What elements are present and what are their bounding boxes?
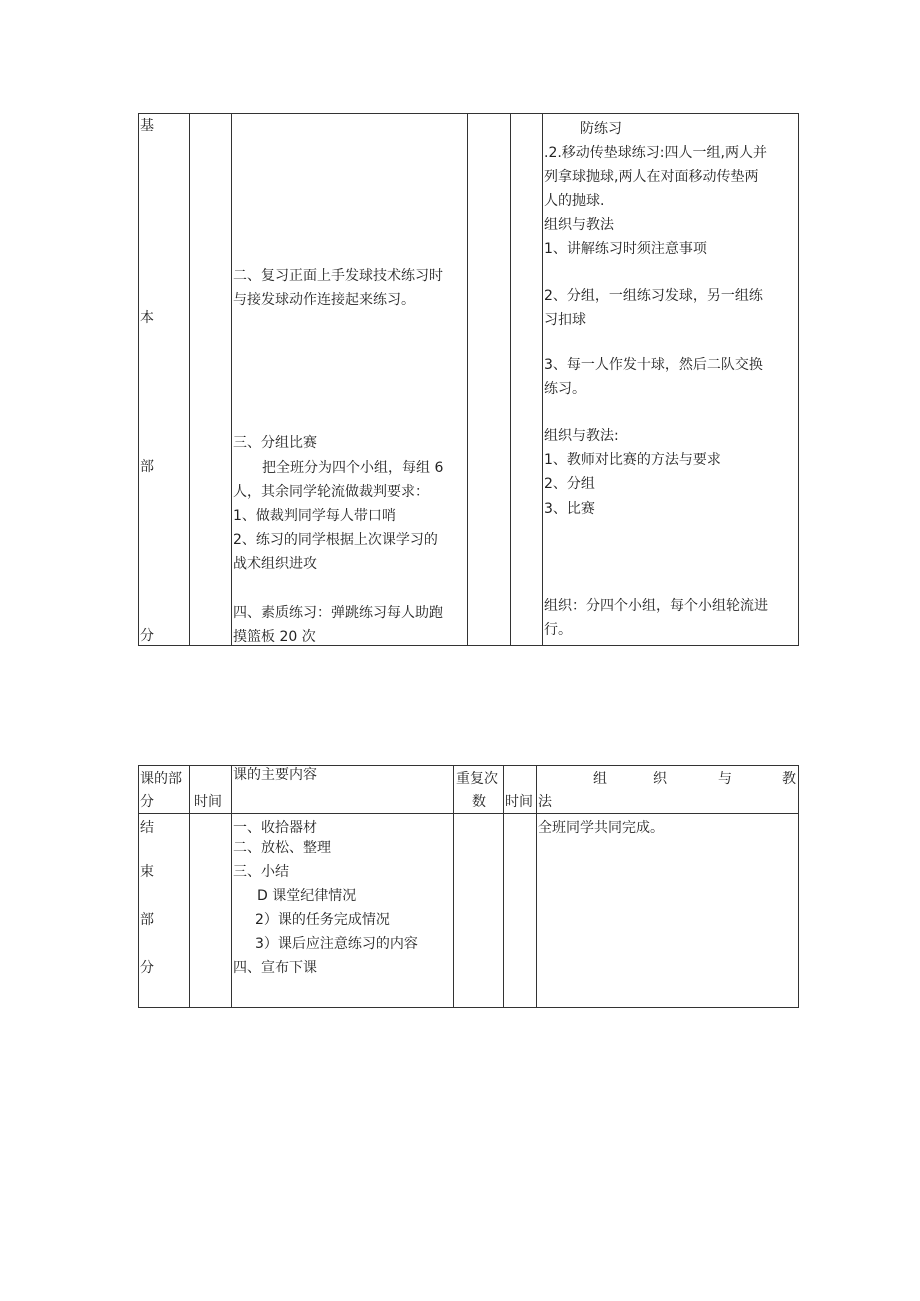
header-part: 分 bbox=[140, 794, 154, 810]
content-line: 与接发球动作连接起来练习。 bbox=[233, 292, 415, 308]
table-2-col-border bbox=[189, 765, 190, 1008]
content-line: D 课堂纪律情况 bbox=[257, 888, 357, 904]
content-line: 把全班分为四个小组，每组 6 bbox=[262, 460, 444, 476]
header-repeat: 重复次 bbox=[456, 771, 498, 787]
content-line: 一、收拾器材 bbox=[233, 820, 317, 836]
section-char: 束 bbox=[140, 864, 154, 880]
table-2-col-border bbox=[503, 765, 504, 1008]
method-line: 人的抛球. bbox=[544, 193, 605, 209]
section-char: 部 bbox=[140, 912, 154, 928]
content-line: 二、放松、整理 bbox=[233, 840, 331, 856]
header-method-char: 教 bbox=[782, 771, 796, 787]
section-char: 结 bbox=[140, 820, 154, 836]
table-1-col-border bbox=[231, 113, 232, 646]
method-line: 组织与教法: bbox=[544, 428, 619, 444]
header-method-char: 织 bbox=[653, 771, 667, 787]
table-1-col-border bbox=[467, 113, 468, 646]
method-line: 3、每一人作发十球，然后二队交换 bbox=[544, 357, 763, 373]
table-1-col-border bbox=[798, 113, 799, 646]
content-line: 2、练习的同学根据上次课学习的 bbox=[233, 532, 438, 548]
section-char: 本 bbox=[140, 310, 154, 326]
table-2-col-border bbox=[536, 765, 537, 1008]
header-time: 时间 bbox=[194, 794, 222, 810]
method-line: 行。 bbox=[544, 622, 572, 638]
header-repeat: 数 bbox=[472, 794, 486, 810]
table-2-header-border bbox=[138, 813, 799, 814]
header-part: 课的部 bbox=[140, 771, 182, 787]
method-line: 组织：分四个小组，每个小组轮流进 bbox=[544, 598, 768, 614]
method-line: 习扣球 bbox=[544, 312, 586, 328]
method-line: 组织与教法 bbox=[544, 217, 614, 233]
table-2-col-border bbox=[138, 765, 139, 1008]
method-line: 3、比赛 bbox=[544, 501, 595, 517]
table-2-col-border bbox=[231, 765, 232, 1008]
section-char: 基 bbox=[140, 118, 154, 134]
content-line: 2）课的任务完成情况 bbox=[255, 912, 390, 928]
header-method-char: 法 bbox=[538, 794, 552, 810]
content-line: 3）课后应注意练习的内容 bbox=[255, 936, 418, 952]
method-line: 1、讲解练习时须注意事项 bbox=[544, 241, 707, 257]
table-2-col-border bbox=[798, 765, 799, 1008]
method-line: .2.移动传垫球练习:四人一组,两人并 bbox=[544, 145, 767, 161]
header-method-char: 与 bbox=[718, 771, 732, 787]
content-line: 战术组织进攻 bbox=[233, 556, 317, 572]
table-1-col-border bbox=[510, 113, 511, 646]
content-line: 1、做裁判同学每人带口哨 bbox=[233, 508, 396, 524]
table-2-col-border bbox=[453, 765, 454, 1008]
content-line: 四、素质练习：弹跳练习每人助跑 bbox=[233, 605, 443, 621]
section-char: 部 bbox=[140, 459, 154, 475]
method-line: 2、分组 bbox=[544, 476, 595, 492]
method-line: 2、分组，一组练习发球，另一组练 bbox=[544, 288, 763, 304]
method-line: 防练习 bbox=[580, 121, 622, 137]
content-line: 摸篮板 20 次 bbox=[233, 629, 316, 645]
table-1-col-border bbox=[138, 113, 139, 646]
content-line: 人，其余同学轮流做裁判要求： bbox=[233, 484, 429, 500]
content-line: 三、小结 bbox=[233, 864, 289, 880]
table-1-top-border bbox=[138, 113, 799, 114]
content-line: 三、分组比赛 bbox=[233, 435, 317, 451]
method-line: 全班同学共同完成。 bbox=[538, 820, 664, 836]
section-char: 分 bbox=[140, 628, 154, 644]
header-time-2: 时间 bbox=[505, 794, 533, 810]
method-line: 列拿球抛球,两人在对面移动传垫两 bbox=[544, 169, 759, 185]
header-method-char: 组 bbox=[593, 771, 607, 787]
section-char: 分 bbox=[140, 960, 154, 976]
table-1-col-border bbox=[189, 113, 190, 646]
content-line: 二、复习正面上手发球技术练习时 bbox=[233, 268, 443, 284]
table-2-bottom-border bbox=[138, 1007, 799, 1008]
method-line: 练习。 bbox=[544, 381, 586, 397]
content-line: 四、宣布下课 bbox=[233, 960, 317, 976]
method-line: 1、教师对比赛的方法与要求 bbox=[544, 452, 721, 468]
table-1-col-border bbox=[542, 113, 543, 646]
header-content: 课的主要内容 bbox=[233, 767, 317, 783]
